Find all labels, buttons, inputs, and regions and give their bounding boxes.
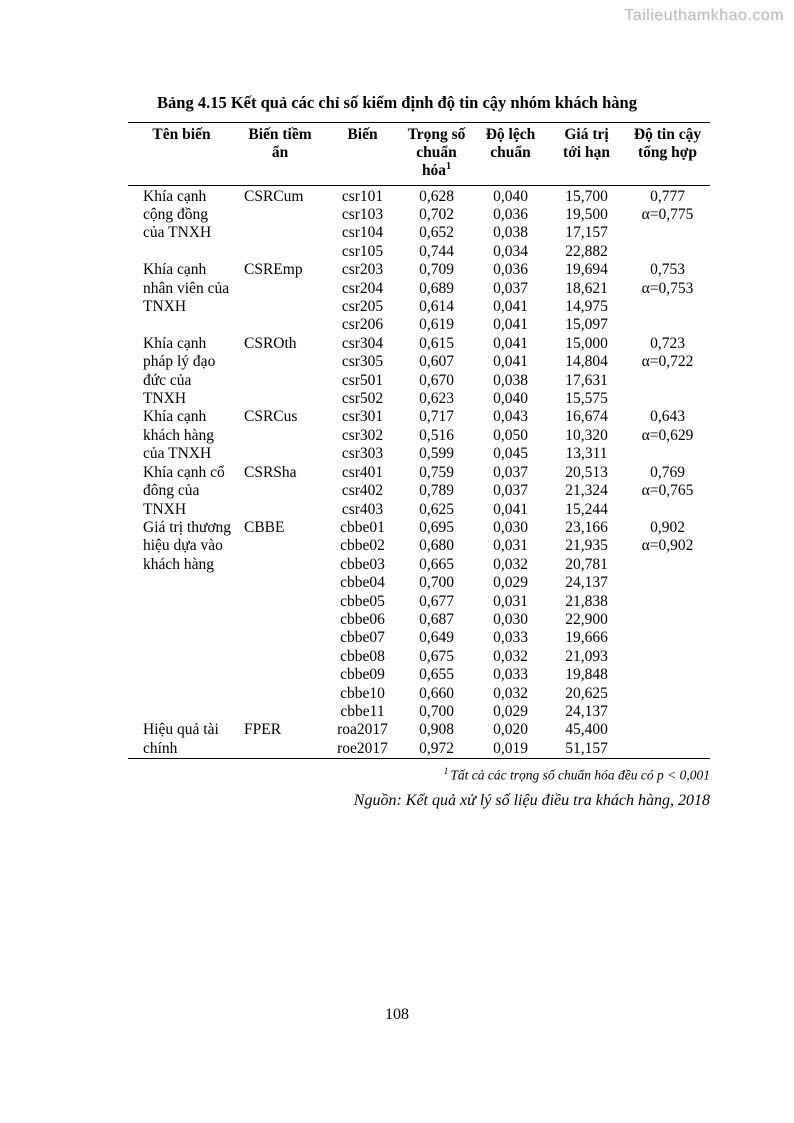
cell-indicator: csr305: [341, 353, 384, 371]
cell-std-error: 0,040: [493, 390, 528, 408]
cell-critical-value: 22,900: [565, 610, 608, 628]
cell-weight: 0,649: [419, 629, 454, 647]
cell-weight: 0,744: [419, 242, 454, 260]
cell-indicator: csr105: [341, 242, 384, 260]
cronbach-alpha-value: α=0,765: [641, 482, 694, 500]
cell-indicator: cbbe01: [340, 518, 385, 536]
table-row: [128, 721, 710, 739]
cell-latent-variable: CSRCum: [244, 187, 304, 205]
cell-std-error: 0,037: [493, 279, 528, 297]
cell-weight: 0,700: [419, 702, 454, 720]
column-header: Biến: [325, 123, 400, 186]
cell-indicator: csr403: [341, 500, 384, 518]
cell-indicator: csr206: [341, 316, 384, 334]
cell-std-error: 0,031: [493, 537, 528, 555]
cell-std-error: 0,029: [493, 574, 528, 592]
cell-critical-value: 15,097: [565, 316, 608, 334]
cell-weight: 0,709: [419, 261, 454, 279]
cell-weight: 0,614: [419, 298, 454, 316]
cell-variable-name: Khía cạnh nhân viên của TNXH: [143, 261, 230, 316]
cell-critical-value: 51,157: [565, 739, 608, 757]
cell-indicator: roe2017: [337, 739, 388, 757]
cell-weight: 0,665: [419, 555, 454, 573]
cronbach-alpha-value: α=0,629: [641, 426, 694, 444]
cell-std-error: 0,029: [493, 702, 528, 720]
cell-critical-value: 10,320: [565, 426, 608, 444]
cell-std-error: 0,032: [493, 684, 528, 702]
cell-indicator: csr104: [341, 224, 384, 242]
table-row: [128, 519, 710, 537]
cell-variable-name: Hiệu quả tài chính: [143, 721, 219, 757]
cell-std-error: 0,034: [493, 242, 528, 260]
source-note: Nguồn: Kết quả xử lý số liệu điều tra khách hàng, 2018: [353, 791, 710, 809]
cell-indicator: csr301: [341, 408, 384, 426]
cell-reliability: [625, 185, 710, 261]
cell-std-error: 0,043: [493, 408, 528, 426]
table-title: Bảng 4.15 Kết quả các chỉ số kiểm định độ tin cậy nhóm khách hàng: [157, 93, 637, 112]
cell-critical-value: 17,631: [565, 371, 608, 389]
cell-critical-value: 24,137: [565, 702, 608, 720]
cell-critical-value: 21,935: [565, 537, 608, 555]
cell-critical-value: 14,804: [565, 353, 608, 371]
cell-std-error: 0,030: [493, 518, 528, 536]
column-header: Độ lệch chuẩn: [473, 123, 548, 186]
cell-critical-value: 19,500: [565, 206, 608, 224]
cell-std-error: 0,036: [493, 206, 528, 224]
cell-weight: 0,652: [419, 224, 454, 242]
cell-variable-name: Khía cạnh khách hàng của TNXH: [143, 408, 215, 463]
cell-std-error: 0,037: [493, 482, 528, 500]
cell-std-error: 0,040: [493, 187, 528, 205]
cell-weight: 0,607: [419, 353, 454, 371]
cell-critical-value: 22,882: [565, 242, 608, 260]
cell-critical-value: 17,157: [565, 224, 608, 242]
cell-critical-value: 13,311: [565, 445, 608, 463]
composite-reliability-value: 0,777: [650, 187, 685, 205]
table-footnote: [128, 764, 710, 784]
cell-reliability: [625, 261, 710, 335]
cell-latent-variable: CBBE: [244, 518, 285, 536]
cell-indicator: csr303: [341, 445, 384, 463]
cell-critical-value: 18,621: [565, 279, 608, 297]
column-header: Tên biến: [128, 123, 235, 186]
cell-weight: 0,670: [419, 371, 454, 389]
cell-std-error: 0,038: [493, 371, 528, 389]
cell-indicator: cbbe02: [340, 537, 385, 555]
cell-indicator: csr304: [341, 334, 384, 352]
cell-weight: 0,625: [419, 500, 454, 518]
composite-reliability-value: 0,769: [650, 463, 685, 481]
cell-std-error: 0,033: [493, 666, 528, 684]
cell-std-error: 0,041: [493, 353, 528, 371]
cell-critical-value: 16,674: [565, 408, 608, 426]
cell-variable-name: Khía cạnh cộng đồng của TNXH: [143, 187, 212, 242]
cell-std-error: 0,030: [493, 610, 528, 628]
cell-critical-value: 15,575: [565, 390, 608, 408]
cell-indicator: csr501: [341, 371, 384, 389]
cell-weight: 0,695: [419, 518, 454, 536]
cell-indicator: csr302: [341, 426, 384, 444]
cell-std-error: 0,045: [493, 445, 528, 463]
cell-indicator: cbbe11: [340, 702, 385, 720]
cell-weight: 0,700: [419, 574, 454, 592]
cell-indicator: cbbe04: [340, 574, 385, 592]
cell-latent-variable: CSRSha: [244, 463, 297, 481]
cronbach-alpha-value: α=0,775: [641, 206, 694, 224]
footnote-marker: 1: [443, 767, 449, 778]
cell-std-error: 0,032: [493, 647, 528, 665]
cell-std-error: 0,038: [493, 224, 528, 242]
cell-critical-value: 19,848: [565, 666, 608, 684]
cell-indicator: roa2017: [337, 721, 388, 739]
cell-latent-variable: CSREmp: [244, 261, 303, 279]
cell-weight: 0,789: [419, 482, 454, 500]
cell-critical-value: 15,244: [565, 500, 608, 518]
cell-std-error: 0,050: [493, 426, 528, 444]
cell-weight: 0,689: [419, 279, 454, 297]
cell-critical-value: 19,666: [565, 629, 608, 647]
cell-critical-value: 20,625: [565, 684, 608, 702]
cell-std-error: 0,041: [493, 334, 528, 352]
cell-indicator: cbbe09: [340, 666, 385, 684]
cell-indicator: cbbe10: [340, 684, 385, 702]
cell-weight: 0,687: [419, 610, 454, 628]
watermark: Tailieuthamkhao.com: [624, 7, 784, 24]
cell-variable-name: Khía cạnh pháp lý đạo đức của TNXH: [143, 334, 216, 408]
cell-std-error: 0,031: [493, 592, 528, 610]
cell-indicator: csr402: [341, 482, 384, 500]
cell-indicator: cbbe03: [340, 555, 385, 573]
table-row: [128, 464, 710, 482]
cronbach-alpha-value: α=0,902: [641, 537, 694, 555]
cell-std-error: 0,019: [493, 739, 528, 757]
cell-indicator: csr204: [341, 279, 384, 297]
column-header: Trọng số chuẩn hóa$^1$: [400, 123, 473, 186]
cell-indicator: cbbe06: [340, 610, 385, 628]
table-row: [128, 335, 710, 353]
cronbach-alpha-value: α=0,753: [641, 279, 694, 297]
cell-latent-variable: CSRCus: [244, 408, 298, 426]
cell-latent-variable: FPER: [244, 721, 282, 739]
cell-reliability: [625, 464, 710, 519]
header-row: [128, 123, 710, 186]
column-header: Biến tiềm ẩn: [235, 123, 325, 186]
cell-critical-value: 14,975: [565, 298, 608, 316]
cell-weight: 0,680: [419, 537, 454, 555]
cell-weight: 0,702: [419, 206, 454, 224]
cell-critical-value: 21,838: [565, 592, 608, 610]
cell-std-error: 0,032: [493, 555, 528, 573]
table-row: [128, 185, 710, 206]
cell-critical-value: 24,137: [565, 574, 608, 592]
cell-weight: 0,628: [419, 187, 454, 205]
cell-std-error: 0,036: [493, 261, 528, 279]
footnote-text: Tất cả các trọng số chuẩn hóa đều có p < 0,001: [450, 767, 710, 783]
cell-critical-value: 45,400: [565, 721, 608, 739]
composite-reliability-value: 0,643: [650, 408, 685, 426]
column-header: Độ tin cậy tổng hợp: [625, 123, 710, 186]
cell-std-error: 0,033: [493, 629, 528, 647]
cell-latent-variable: CSROth: [244, 334, 297, 352]
cell-std-error: 0,037: [493, 463, 528, 481]
composite-reliability-value: 0,723: [650, 334, 685, 352]
cell-weight: 0,972: [419, 739, 454, 757]
cell-weight: 0,516: [419, 426, 454, 444]
cell-indicator: csr502: [341, 390, 384, 408]
cell-critical-value: 19,694: [565, 261, 608, 279]
cronbach-alpha-value: α=0,722: [641, 353, 694, 371]
cell-reliability: [625, 519, 710, 721]
page-number: 108: [385, 1006, 409, 1023]
cell-indicator: csr205: [341, 298, 384, 316]
table-row: [128, 408, 710, 426]
column-header: Giá trị tới hạn: [548, 123, 625, 186]
cell-weight: 0,677: [419, 592, 454, 610]
cell-std-error: 0,020: [493, 721, 528, 739]
cell-weight: 0,655: [419, 666, 454, 684]
table-body: [128, 185, 710, 759]
cell-variable-name: Giá trị thương hiệu dựa vào khách hàng: [143, 518, 232, 573]
cell-indicator: cbbe08: [340, 647, 385, 665]
cell-std-error: 0,041: [493, 298, 528, 316]
cell-critical-value: 15,700: [565, 187, 608, 205]
cell-indicator: csr203: [341, 261, 384, 279]
cell-weight: 0,619: [419, 316, 454, 334]
cell-std-error: 0,041: [493, 316, 528, 334]
cell-weight: 0,759: [419, 463, 454, 481]
composite-reliability-value: 0,902: [650, 518, 685, 536]
cell-critical-value: 21,324: [565, 482, 608, 500]
cell-variable-name: Khía cạnh cổ đông của TNXH: [143, 463, 225, 518]
cell-indicator: csr101: [341, 187, 384, 205]
cell-critical-value: 20,513: [565, 463, 608, 481]
cell-reliability: [625, 408, 710, 463]
table-row: [128, 261, 710, 279]
cell-indicator: csr401: [341, 463, 384, 481]
table-header: [128, 123, 710, 186]
cell-weight: 0,908: [419, 721, 454, 739]
cell-indicator: csr103: [341, 206, 384, 224]
cell-weight: 0,717: [419, 408, 454, 426]
cell-reliability: [625, 335, 710, 409]
reliability-table: [128, 122, 710, 759]
cell-weight: 0,660: [419, 684, 454, 702]
cell-critical-value: 23,166: [565, 518, 608, 536]
cell-critical-value: 15,000: [565, 334, 608, 352]
cell-weight: 0,623: [419, 390, 454, 408]
cell-weight: 0,675: [419, 647, 454, 665]
cell-critical-value: 20,781: [565, 555, 608, 573]
composite-reliability-value: 0,753: [650, 261, 685, 279]
cell-indicator: cbbe05: [340, 592, 385, 610]
cell-reliability: [625, 721, 710, 758]
cell-weight: 0,599: [419, 445, 454, 463]
cell-std-error: 0,041: [493, 500, 528, 518]
cell-critical-value: 21,093: [565, 647, 608, 665]
cell-indicator: cbbe07: [340, 629, 385, 647]
cell-weight: 0,615: [419, 334, 454, 352]
